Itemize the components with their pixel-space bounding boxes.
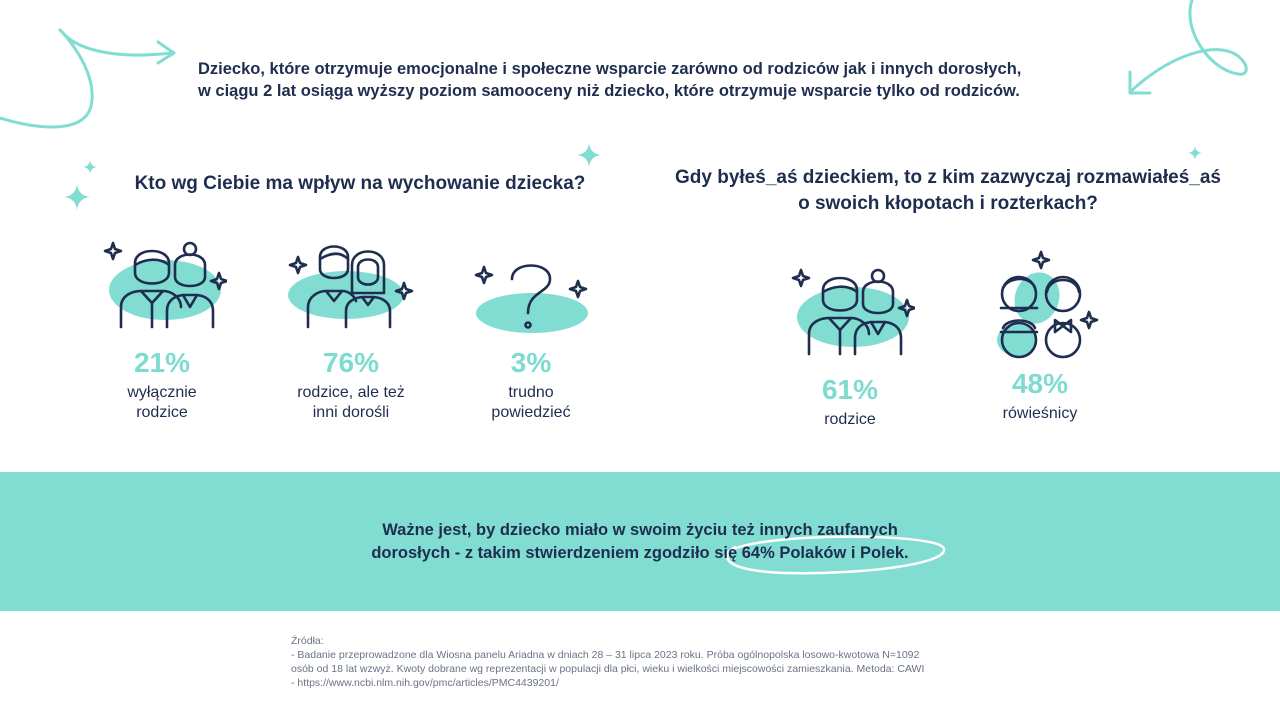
stat-label-line: rodzice: [136, 404, 188, 421]
stat-parents-talk: [780, 262, 920, 430]
stat-label-line: rodzice, ale też: [297, 384, 405, 401]
question-right: [668, 165, 1228, 217]
stat-label: [466, 383, 596, 423]
sources-heading: Źródła:: [291, 635, 324, 647]
stat-label-line: powiedzieć: [491, 404, 571, 421]
stat-label-line: wyłącznie: [127, 384, 197, 401]
stat-value: 48%: [1011, 368, 1069, 399]
stat-hard-to-say: [466, 235, 596, 423]
parents-icon: [97, 235, 227, 335]
sources-line: - Badanie przeprowadzone dla Wiosna panelu Ariadna w dniach 28 – 31 lipca 2023 roku. Próba ogólnopolska losowo-kwotowa N=1092: [291, 649, 920, 661]
question-right-line: o swoich kłopotach i rozterkach?: [798, 193, 1098, 214]
sparkle-icon: [1188, 146, 1202, 160]
band-text: [340, 519, 940, 565]
stat-value: 61%: [821, 374, 879, 405]
stat-value: 3%: [510, 347, 552, 378]
question-mark-icon: [466, 235, 596, 335]
intro-line: w ciągu 2 lat osiąga wyższy poziom samooceny niż dziecko, które otrzymuje wsparcie tylko od rodziców.: [198, 82, 1020, 100]
peers-icon: [975, 248, 1105, 362]
sources: [291, 634, 1011, 690]
sparkle-icon: [577, 143, 601, 167]
parents-icon: [785, 262, 915, 362]
sparkle-icon: [64, 184, 90, 210]
stat-label: [92, 383, 232, 423]
band-line: Ważne jest, by dziecko miało w swoim życiu też innych zaufanych: [382, 521, 898, 539]
question-left: [100, 171, 620, 197]
stat-label: [276, 383, 426, 423]
intro-text: [198, 58, 1080, 102]
curly-arrow-left-icon: [0, 20, 200, 160]
stat-label-line: inni dorośli: [312, 404, 390, 421]
stat-peers-talk: [975, 248, 1105, 424]
curly-arrow-right-icon: [1120, 0, 1260, 110]
stat-label: rówieśnicy: [1002, 405, 1078, 422]
adults-icon: [286, 235, 416, 335]
stat-parents-and-adults: [276, 235, 426, 423]
sources-line: osób od 18 lat wzwyż. Kwoty dobrane wg reprezentacji w populacji dla płci, wieku i wielkości miejscowości zamieszkania. Metoda: CAWI: [291, 663, 925, 675]
sparkle-icon: [83, 160, 97, 174]
stat-label-line: trudno: [508, 384, 554, 401]
question-left-text: Kto wg Ciebie ma wpływ na wychowanie dziecka?: [134, 173, 586, 194]
intro-line: Dziecko, które otrzymuje emocjonalne i społeczne wsparcie zarówno od rodziców jak i innych dorosłych,: [198, 60, 1022, 78]
band-line: dorosłych - z takim stwierdzeniem zgodziło się 64% Polaków i Polek.: [371, 544, 909, 562]
sources-link[interactable]: - https://www.ncbi.nlm.nih.gov/pmc/articles/PMC4439201/: [291, 677, 559, 689]
stat-label: rodzice: [824, 411, 876, 428]
stat-parents-only: [92, 235, 232, 423]
stat-value: 76%: [322, 347, 380, 378]
question-right-line: Gdy byłeś_aś dzieckiem, to z kim zazwyczaj rozmawiałeś_aś: [675, 167, 1221, 188]
stat-value: 21%: [133, 347, 191, 378]
